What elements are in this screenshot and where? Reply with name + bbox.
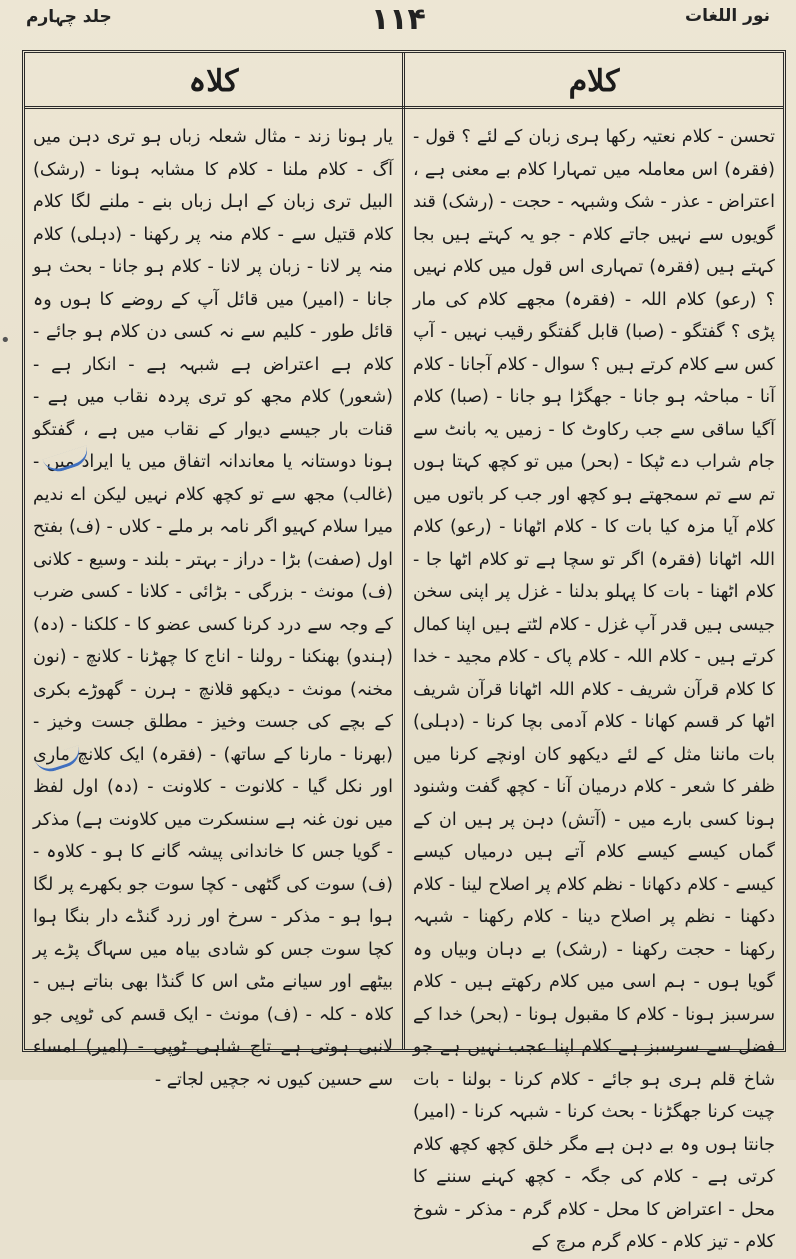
left-column-body: یار ہونا زند - مثال شعلہ زباں ہو تری دہن میں آگ - کلام ملنا - کلام کا مشابہ ہونا - (رشک) البیل تری زبان کے اہل زباں بنے - ملنے لگا کلام کلام قتیل سے - کلام منہ پر رکھنا - (دہلی) کلام منہ پر لانا - زبان پر لانا - کلام ہو جانا - بحث ہو جانا - (امیر) میں قائل آپ کے روضے کا ہوں وہ قائل طور - کلیم سے نہ کسی دن کلام ہو جائے - کلام ہے اعتراض ہے شبہہ ہے - انکار ہے - (شعور) کلام مجھ کو تری پردہ نقاب میں ہے - قنات بار جیسے دیوار کے نقاب میں ہے ، گفتگو ہونا دوستانہ یا معاندانہ اتفاق میں یا ایراد میں - (غالب) مجھ سے تو کچھ کلام نہیں لیکن اے ندیم میرا سلام کہیو اگر نامہ بر ملے - کلاں - (ف) بفتح اول (صفت) بڑا - دراز - بہتر - بلند - وسیع - کلانی (ف) مونث - بزرگی - بڑائی - کلانا - کسی ضرب کے وجہ سے درد کرنا کسی عضو کا - کلکنا - (دہ) (ہندو) بھنکنا - رولنا - اناج کا چھڑنا - کلانچ - (نون مخنہ) مونث - دیکھو قلانچ - ہرن - گھوڑے بکری کے بچے کی جست وخیز - مطلق جست وخیز - (بھرنا - مارنا کے ساتھ) - (فقرہ) ایک کلانچ ماری اور نکل گیا - کلانوت - کلاونت - (دہ) اول لفظ میں نون غنہ ہے سنسکرت میں کلاونت ہے) مذکر - گویا جس کا خاندانی پیشہ گانے کا ہو - کلاوہ - (ف) سوت کی گٹھی - کچا سوت جو بکھرے پر لگا ہوا ہو - مذکر - سرخ اور زرد گنڈے دار بنگا ہوا کچا سوت جس کو شادی بیاہ میں سہاگ پڑے پر بیٹھے اور سیانے مٹی اس کا گنڈا بھی بناتے ہیں - کلاہ - کلہ - (ف) مونث - ایک قسم کی ٹوپی جو لانبی ہوتی ہے تاج شاہی ٹوپی - (امیر) امساء سے حسین کیوں نہ جچیں لجاتے - bbox=[33, 127, 393, 1090]
left-column-text bbox=[33, 121, 393, 1090]
right-column-heading: کلام bbox=[568, 63, 620, 99]
right-column-body: تحسن - کلام نعتیہ رکھا ہری زبان کے لئے ؟ قول - (فقرہ) اس معاملہ میں تمہارا کلام بے معنی ہے ، اعتراض - عذر - شک وشبہہ - حجت - (رشک) قند گویوں سے نہیں جاتے کلام - جو یہ کہتے ہیں بجا کہتے ہیں (فقرہ) تمہاری اس قول میں کلام نہیں ؟ (رعو) کلام اللہ - (فقرہ) مجھے کلام کی مار پڑی ؟ گفتگو - (صبا) قابل گفتگو رقیب نہیں - آپ کس سے کلام کرتے ہیں ؟ سوال - کلام آجانا - کلام آنا - مباحثہ ہو جانا - جھگڑا ہو جانا - (صبا) کلام آگیا ساقی سے جب رکاوٹ کا - زمیں یہ بانٹ سے جام شراب دے ٹپکا - (بحر) میں تو کچھ کہتا ہوں تم سے تم سمجھتے ہو کچھ اور جب کر باتوں میں کلام آیا مزہ کیا بات کا - کلام اٹھانا - (رعو) کلام اللہ اٹھانا (فقرہ) اگر تو سچا ہے تو کلام اٹھا جا - کلام اٹھنا - بات کا پہلو بدلنا - غزل پر اپنی سخن جیسی ہیں قدر آپ غزل - کلام لٹتے ہیں اپنا کمال کرتے ہیں - کلام اللہ - کلام پاک - کلام مجید - خدا کا کلام قرآن شریف - کلام اللہ اٹھانا قرآن شریف اٹھا کر قسم کھانا - کلام آدمی بچا کرنا - (دہلی) بات ماننا مثل کے لئے دیکھو کان اونچے کرنا میں ظفر کا شعر - کلام درمیان آنا - کچھ گفت وشنود ہونا کسی بارے میں - (آتش) دہن پر ہیں ان کے گماں کیسے کیسے کلام آتے ہیں درمیاں کیسے کیسے - کلام دکھانا - نظم کلام پر اصلاح لینا - کلام دکھنا - نظم پر اصلاح دینا - کلام رکھنا - شبہہ رکھنا - حجت رکھنا - (رشک) بے دہان وبیاں وہ گویا ہوں - ہم اسی میں کلام رکھتے ہیں - کلام سرسبز ہونا - کلام کا مقبول ہونا - (بحر) خدا کے فضل سے سرسبز ہے کلام اپنا عجب نہیں ہے جو شاخ قلم ہری ہو جائے - کلام کرنا - بولنا - بات چیت کرنا جھگڑنا - بحث کرنا - شبہہ کرنا - (امیر) جانتا ہوں وہ بے دہن ہے مگر خلق کچھ کچھ کلام کرتی ہے - کلام کی جگہ - کچھ کہنے سننے کا محل - اعتراض کا محل - کلام گرم - مذکر - شوخ کلام - تیز کلام - کلام گرم مرچ کے bbox=[413, 127, 775, 1252]
margin-mark: • bbox=[0, 330, 11, 351]
right-column-text bbox=[413, 121, 775, 1252]
column-divider bbox=[402, 53, 405, 1049]
book-title: نور اللغات bbox=[685, 6, 770, 26]
volume-label: جلد چہارم bbox=[26, 7, 112, 27]
page-number: ۱۱۴ bbox=[370, 2, 426, 37]
left-column-heading: کلاہ bbox=[188, 63, 239, 99]
page-frame bbox=[22, 50, 786, 1252]
running-header bbox=[0, 0, 796, 48]
